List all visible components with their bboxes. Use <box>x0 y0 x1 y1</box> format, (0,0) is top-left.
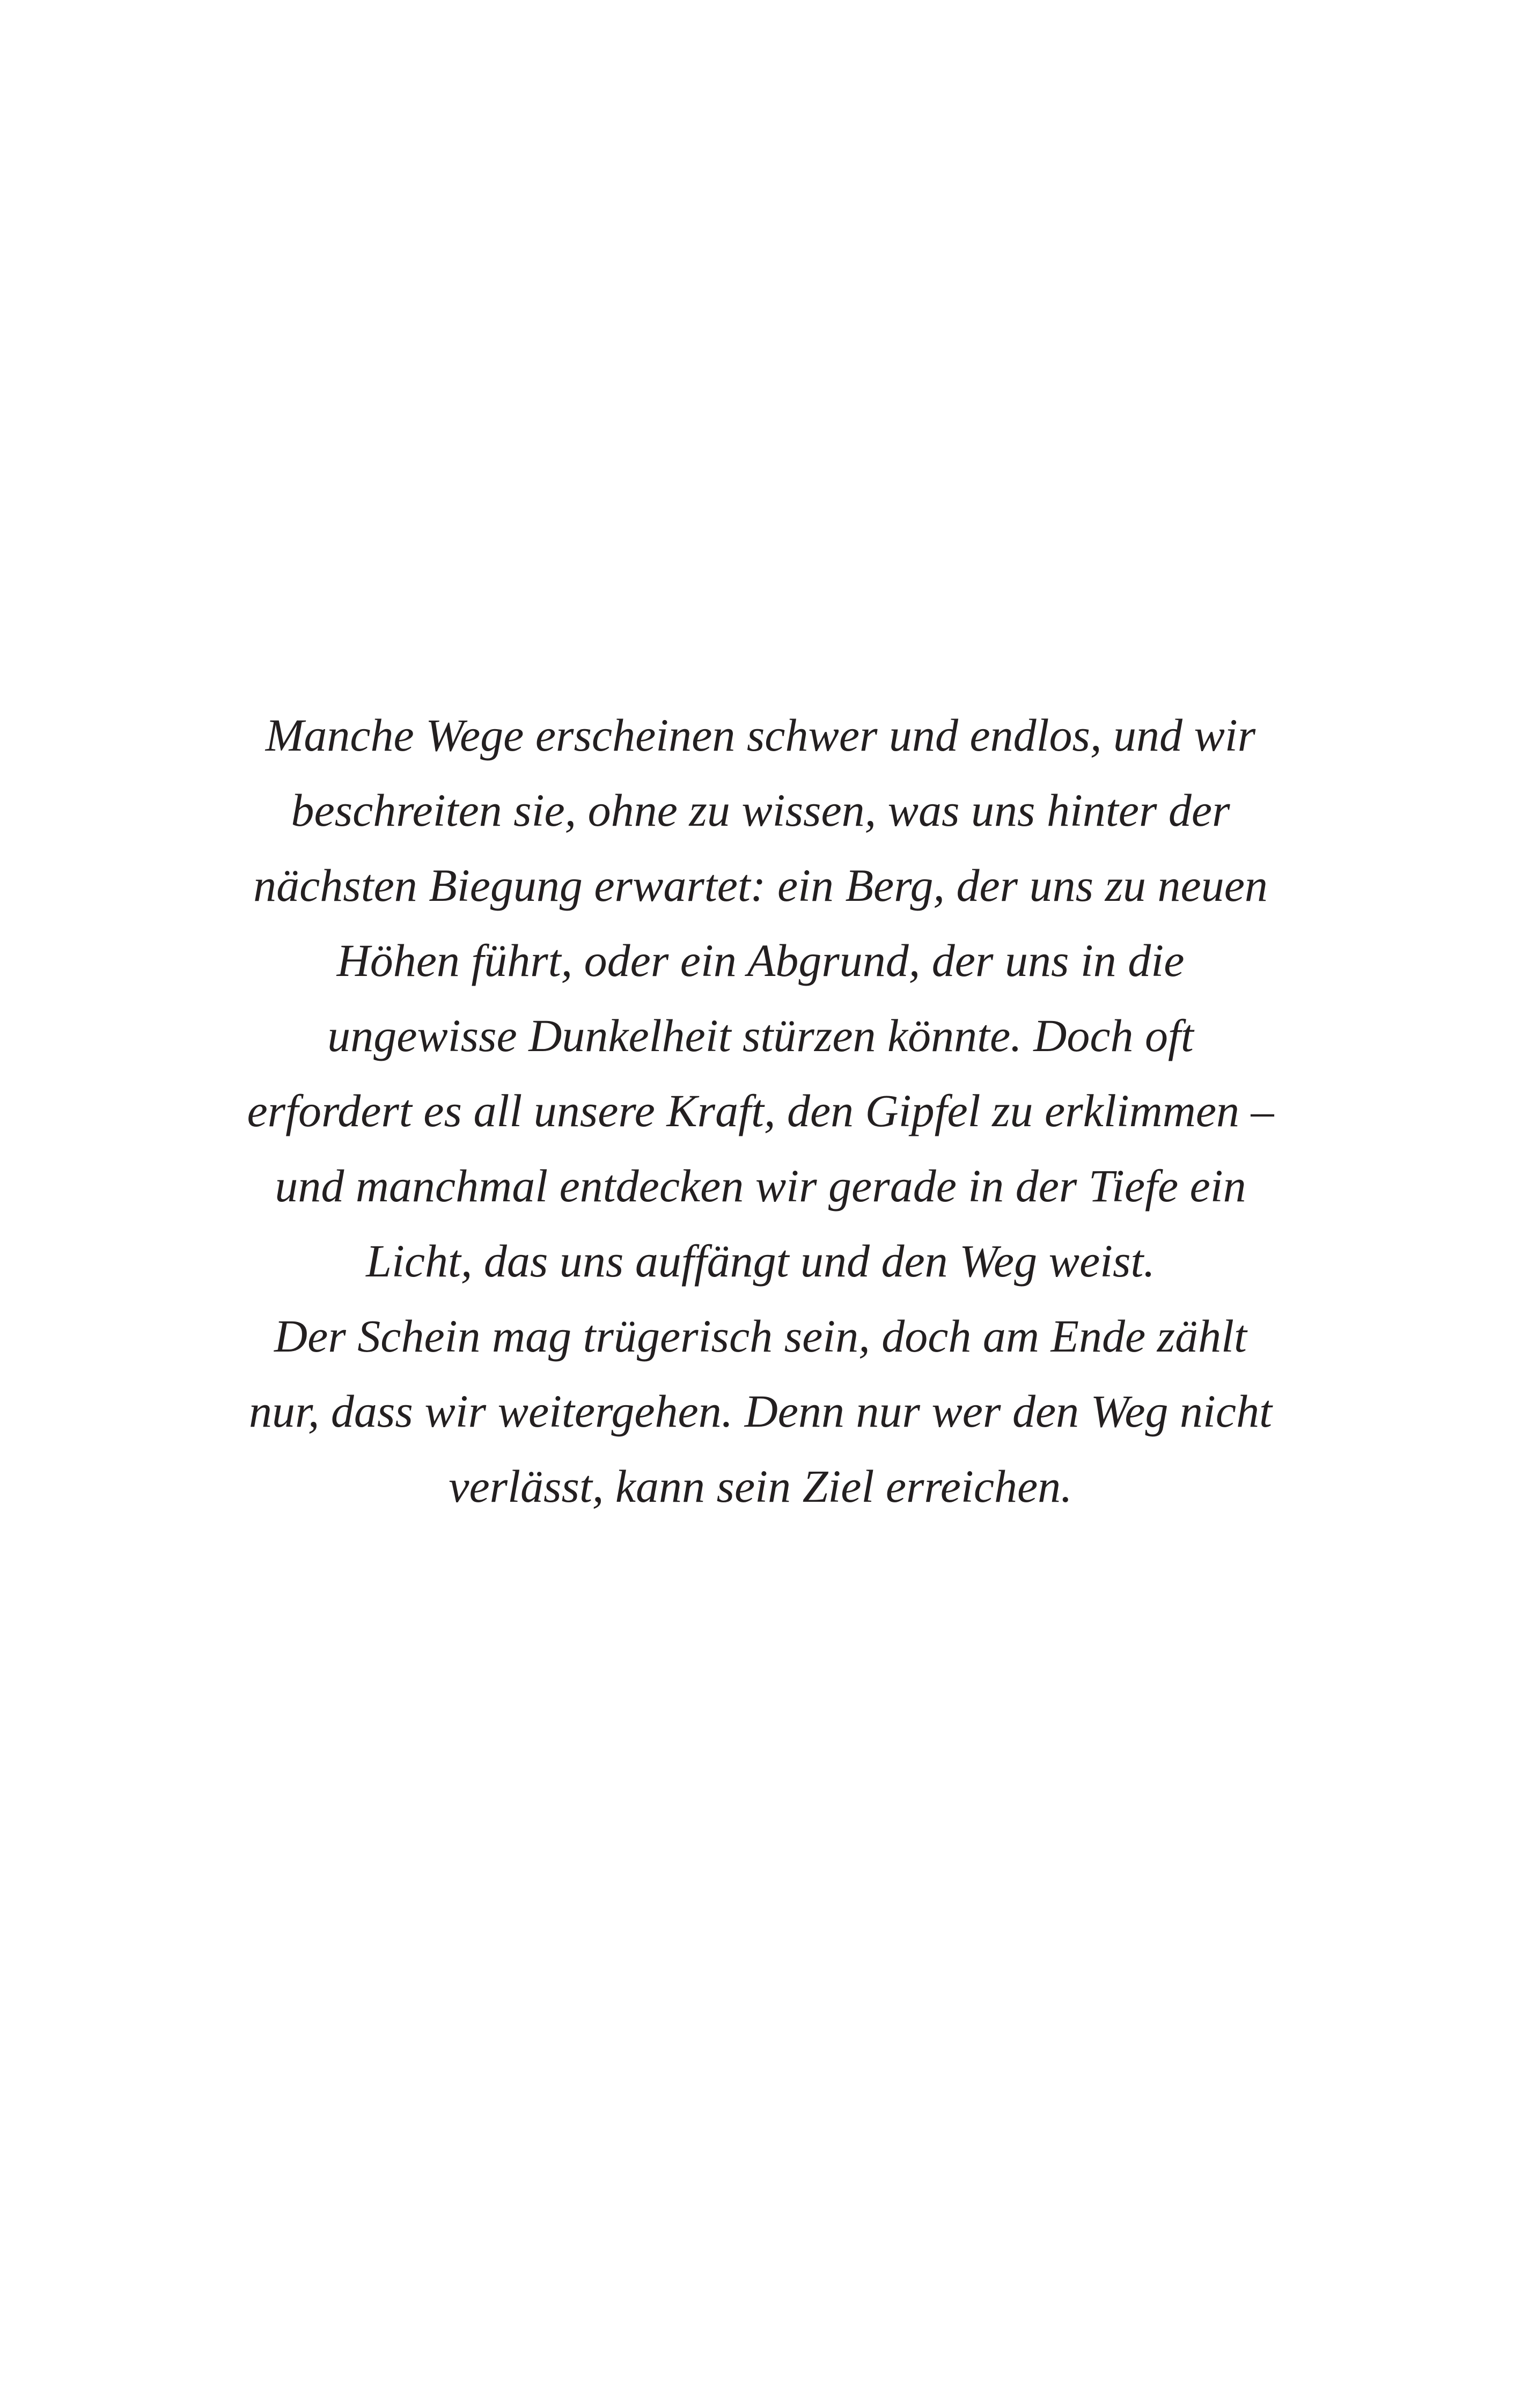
epigraph-line: Licht, das uns auffängt und den Weg weist. <box>366 1235 1155 1287</box>
epigraph-line: Der Schein mag trügerisch sein, doch am Ende zählt <box>274 1310 1247 1362</box>
epigraph-line: Höhen führt, oder ein Abgrund, der uns in die <box>336 935 1185 986</box>
epigraph-line: erfordert es all unsere Kraft, den Gipfel zu erklimmen – <box>247 1085 1274 1136</box>
epigraph-line: nur, dass wir weitergehen. Denn nur wer den Weg nicht <box>249 1385 1272 1437</box>
epigraph-text <box>236 698 1285 1524</box>
epigraph-line: nächsten Biegung erwartet: ein Berg, der uns zu neuen <box>253 860 1268 911</box>
epigraph-line: und manchmal entdecken wir gerade in der Tiefe ein <box>275 1160 1246 1212</box>
epigraph-line: beschreiten sie, ohne zu wissen, was uns hinter der <box>291 784 1230 836</box>
epigraph-line: verlässt, kann sein Ziel erreichen. <box>449 1460 1072 1512</box>
epigraph-line: Manche Wege erscheinen schwer und endlos, und wir <box>265 709 1256 761</box>
epigraph-line: ungewisse Dunkelheit stürzen könnte. Doch oft <box>327 1010 1194 1061</box>
